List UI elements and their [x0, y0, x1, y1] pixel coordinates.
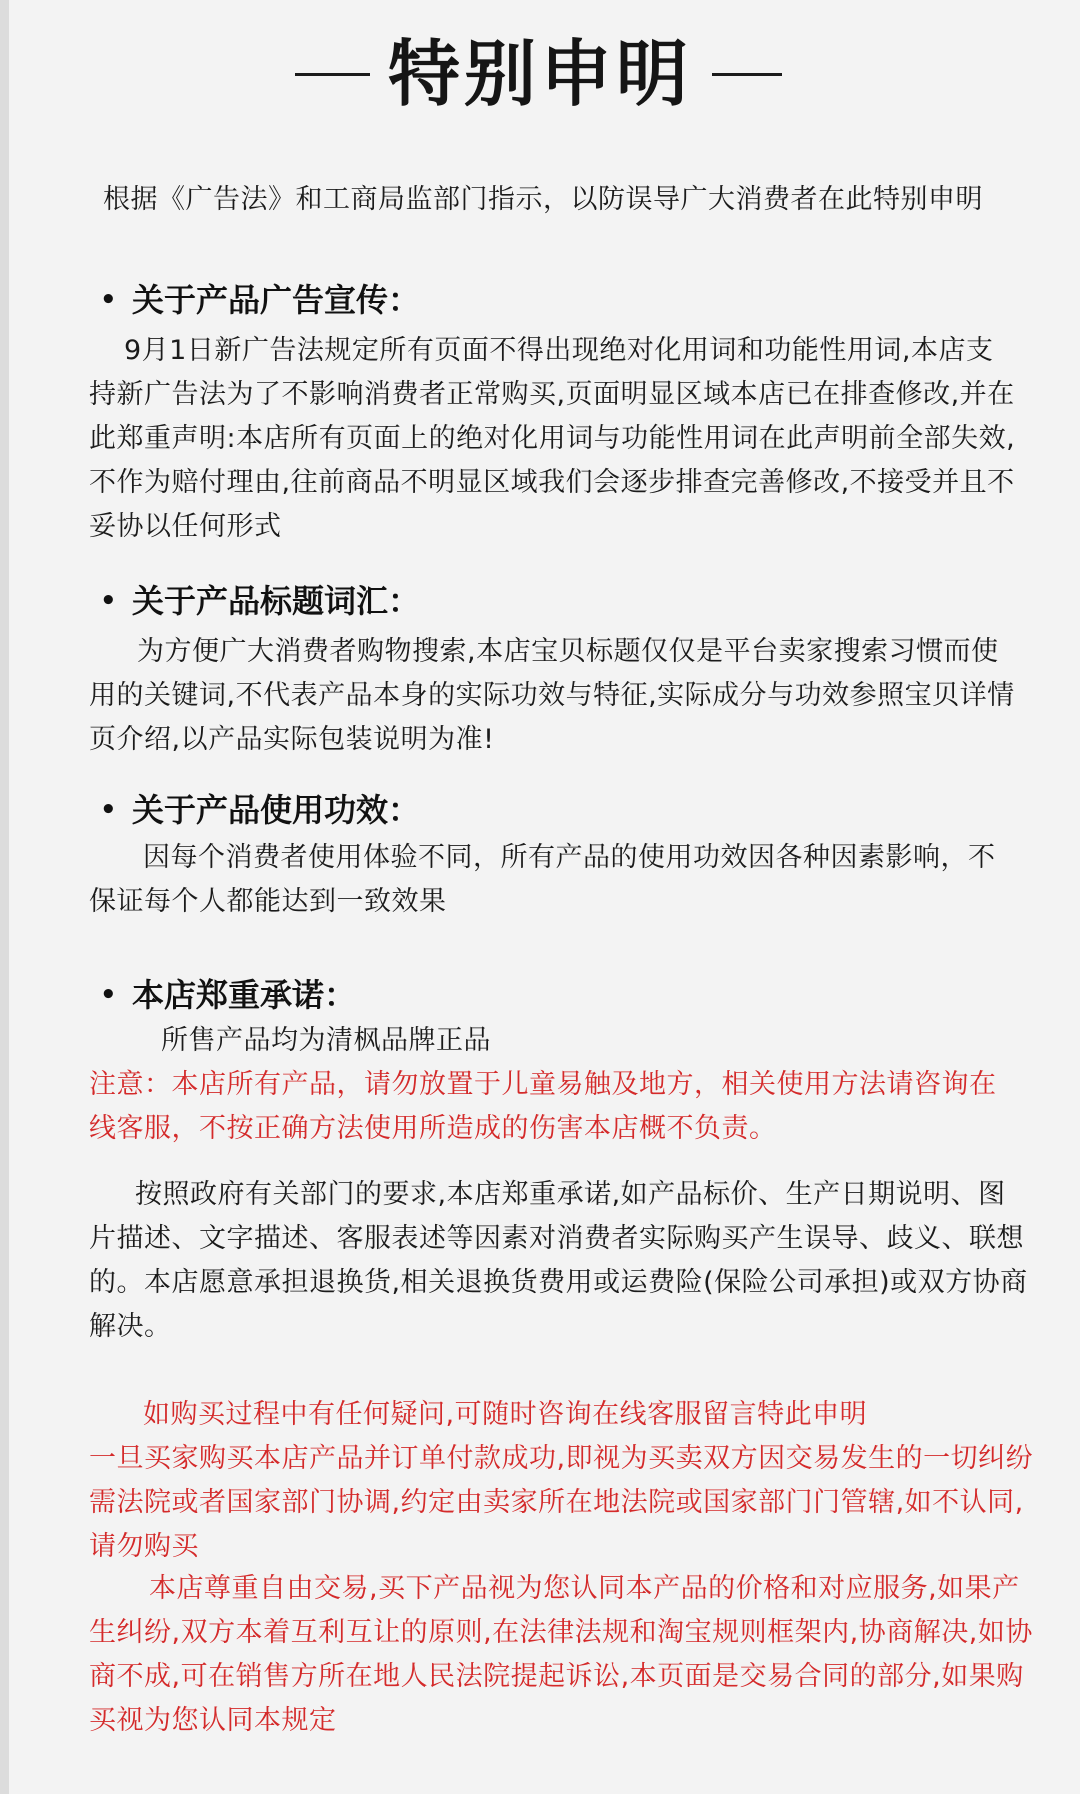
bullet-icon: • [100, 980, 117, 1010]
paragraph-line: 的。本店愿意承担退换货,相关退换货费用或运费险(保险公司承担)或双方协商 [89, 1267, 1028, 1298]
bullet-icon: • [100, 795, 117, 825]
page-title: 特别申明 [387, 32, 692, 116]
paragraph-line: 按照政府有关部门的要求,本店郑重承诺,如产品标价、生产日期说明、图 [135, 1179, 1006, 1210]
paragraph-line: 不作为赔付理由,往前商品不明显区域我们会逐步排查完善修改,不接受并且不 [89, 467, 1015, 498]
bullet-icon: • [100, 586, 117, 616]
paragraph-line: 持新广告法为了不影响消费者正常购买,页面明显区域本店已在排查修改,并在 [89, 379, 1015, 410]
notice-line: 请勿购买 [89, 1531, 199, 1562]
notice-line: 如购买过程中有任何疑问,可随时咨询在线客服留言特此申明 [143, 1399, 868, 1430]
title-section-heading-text: 关于产品标题词汇： [132, 582, 421, 620]
notice-line: 买视为您认同本规定 [89, 1705, 337, 1736]
notice-line: 需法院或者国家部门协调,约定由卖家所在地法院或国家部门门管辖,如不认同, [89, 1487, 1024, 1518]
warning-paragraph [89, 1063, 997, 1151]
paragraph-line: 此郑重声明:本店所有页面上的绝对化用词与功能性用词在此声明前全部失效, [89, 423, 1016, 454]
ad-section-heading-text: 关于产品广告宣传： [132, 281, 421, 319]
notice-line: 本店尊重自由交易,买下产品视为您认同本产品的价格和对应服务,如果产 [149, 1573, 1020, 1604]
warning-line: 线客服，不按正确方法使用所造成的伤害本店概不负责。 [89, 1113, 777, 1144]
paragraph-line: 因每个消费者使用体验不同，所有产品的使用功效因各种因素影响，不 [143, 842, 996, 873]
efficacy-section-paragraph [89, 836, 996, 924]
paragraph-line: 妥协以任何形式 [89, 511, 282, 542]
warning-line: 注意：本店所有产品，请勿放置于儿童易触及地方，相关使用方法请咨询在 [89, 1069, 997, 1100]
notice-line: 生纠纷,双方本着互利互让的原则,在法律法规和淘宝规则框架内,协商解决,如协 [89, 1617, 1033, 1648]
inquiry-paragraph [89, 1393, 1033, 1569]
notice-line: 商不成,可在销售方所在地人民法院提起诉讼,本页面是交易合同的部分,如果购 [89, 1661, 1024, 1692]
intro-text: 根据《广告法》和工商局监部门指示，以防误导广大消费者在此特别申明 [103, 184, 983, 215]
promise-section-heading [100, 973, 356, 1017]
trade-paragraph [89, 1567, 1033, 1743]
ad-section-heading [100, 278, 420, 322]
efficacy-section-heading-text: 关于产品使用功效： [132, 791, 421, 829]
promise-section-heading-text: 本店郑重承诺： [132, 976, 357, 1014]
paragraph-line: 解决。 [89, 1311, 172, 1342]
paragraph-line: 为方便广大消费者购物搜索,本店宝贝标题仅仅是平台卖家搜索习惯而使 [137, 636, 999, 667]
ad-section-paragraph [89, 329, 1015, 549]
paragraph-line: 片描述、文字描述、客服表述等因素对消费者实际购买产生误导、歧义、联想 [89, 1223, 1024, 1254]
paragraph-line: 用的关键词,不代表产品本身的实际功效与特征,实际成分与功效参照宝贝详情 [89, 680, 1015, 711]
paragraph-line: 9月1日新广告法规定所有页面不得出现绝对化用词和功能性用词,本店支 [124, 335, 994, 366]
title-section-paragraph [89, 630, 1015, 762]
left-edge-strip [0, 0, 9, 1794]
title-dash-right [712, 73, 782, 76]
efficacy-section-heading [100, 788, 420, 832]
paragraph-line: 保证每个人都能达到一致效果 [89, 886, 447, 917]
title-section-heading [100, 579, 420, 623]
bullet-icon: • [100, 285, 117, 315]
policy-paragraph [89, 1173, 1028, 1349]
notice-line: 一旦买家购买本店产品并订单付款成功,即视为买卖双方因交易发生的一切纠纷 [89, 1443, 1034, 1474]
paragraph-line: 页介绍,以产品实际包装说明为准! [89, 724, 495, 755]
authentic-product-line: 所售产品均为清枫品牌正品 [161, 1025, 491, 1056]
